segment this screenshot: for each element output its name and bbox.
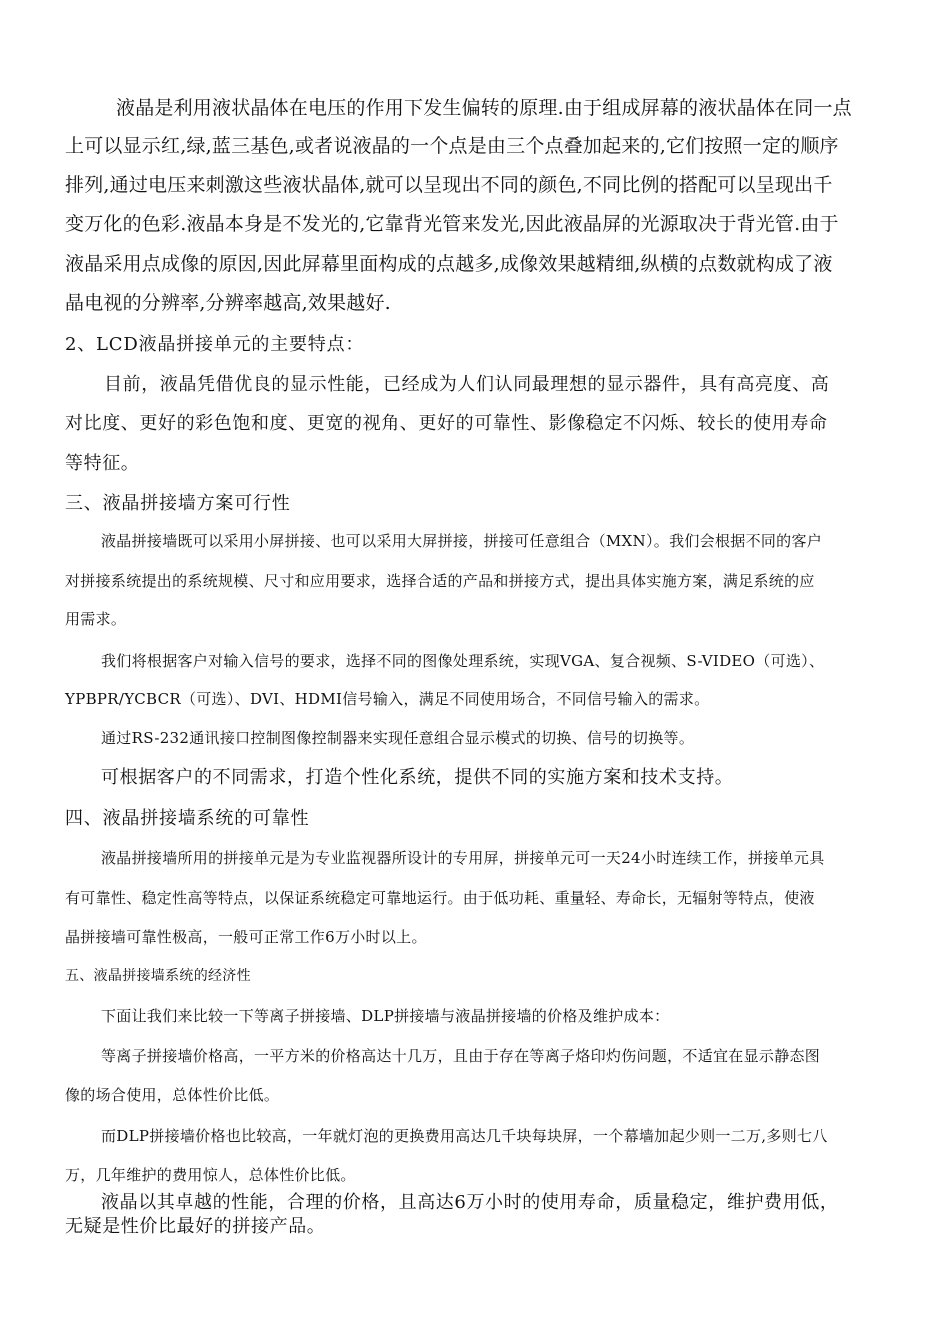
section-5-plasma-line-1: 等离子拼接墙价格高，一平方米的价格高达十几万，且由于存在等离子烙印灼伤问题，不适宜在显示静态图 xyxy=(101,1047,821,1065)
principle-line-1: 液晶是利用液状晶体在电压的作用下发生偏转的原理.由于组成屏幕的液状晶体在同一点 xyxy=(116,97,852,119)
section-5-heading: 五、液晶拼接墙系统的经济性 xyxy=(65,968,251,984)
section-3-p3: 通过RS-232通讯接口控制图像控制器来实现任意组合显示模式的切换、信号的切换等。 xyxy=(101,729,695,747)
section-3-p1-line-3: 用需求。 xyxy=(65,610,127,628)
section-4-heading: 四、液晶拼接墙系统的可靠性 xyxy=(65,808,310,829)
section-3-p1-line-2: 对拼接系统提出的系统规模、尺寸和应用要求，选择合适的产品和拼接方式，提出具体实施方案，满足系统的应 xyxy=(65,572,815,590)
principle-line-6: 晶电视的分辨率,分辨率越高,效果越好. xyxy=(65,292,391,314)
section-4-line-1: 液晶拼接墙所用的拼接单元是为专业监视器所设计的专用屏，拼接单元可一天24小时连续工作，拼接单元具 xyxy=(101,849,825,867)
section-2-line-3: 等特征。 xyxy=(65,453,140,474)
conclusion-line-2: 无疑是性价比最好的拼接产品。 xyxy=(65,1216,326,1237)
section-5-dlp-line-1: 而DLP拼接墙价格也比较高，一年就灯泡的更换费用高达几千块每块屏，一个幕墙加起少则一二万,多则七八 xyxy=(101,1127,828,1145)
section-4-line-2: 有可靠性、稳定性高等特点，以保证系统稳定可靠地运行。由于低功耗、重量轻、寿命长，无辐射等特点，使液 xyxy=(65,889,815,907)
principle-line-5: 液晶采用点成像的原因,因此屏幕里面构成的点越多,成像效果越精细,纵横的点数就构成了液 xyxy=(65,253,833,275)
principle-line-4: 变万化的色彩.液晶本身是不发光的,它靠背光管来发光,因此液晶屏的光源取决于背光管.由于 xyxy=(65,213,839,235)
section-3-p4: 可根据客户的不同需求，打造个性化系统，提供不同的实施方案和技术支持。 xyxy=(101,767,734,788)
principle-line-2: 上可以显示红,绿,蓝三基色,或者说液晶的一个点是由三个点叠加起来的,它们按照一定的顺序 xyxy=(65,135,839,157)
section-3-heading: 三、液晶拼接墙方案可行性 xyxy=(65,493,291,514)
section-2-line-1: 目前，液晶凭借优良的显示性能，已经成为人们认同最理想的显示器件，具有高亮度、高 xyxy=(104,374,830,395)
section-2-heading: 2、LCD液晶拼接单元的主要特点： xyxy=(65,334,365,355)
section-3-p2-line-2: YPBPR/YCBCR（可选）、DVI、HDMI信号输入，满足不同使用场合，不同信号输入的需求。 xyxy=(65,690,710,708)
section-5-dlp-line-2: 万，几年维护的费用惊人，总体性价比低。 xyxy=(65,1166,356,1184)
principle-line-3: 排列,通过电压来刺激这些液状晶体,就可以呈现出不同的颜色,不同比例的搭配可以呈现出千 xyxy=(65,174,833,196)
section-2-line-2: 对比度、更好的彩色饱和度、更宽的视角、更好的可靠性、影像稳定不闪烁、较长的使用寿命 xyxy=(65,413,828,434)
section-4-line-3: 晶拼接墙可靠性极高，一般可正常工作6万小时以上。 xyxy=(65,928,427,946)
section-5-intro: 下面让我们来比较一下等离子拼接墙、DLP拼接墙与液晶拼接墙的价格及维护成本： xyxy=(101,1007,670,1025)
section-3-p1-line-1: 液晶拼接墙既可以采用小屏拼接、也可以采用大屏拼接，拼接可任意组合（MXN）。我们会根据不同的客户 xyxy=(101,532,823,550)
conclusion-line-1: 液晶以其卓越的性能，合理的价格，且高达6万小时的使用寿命，质量稳定，维护费用低， xyxy=(101,1192,839,1213)
section-5-plasma-line-2: 像的场合使用，总体性价比低。 xyxy=(65,1086,280,1104)
section-3-p2-line-1: 我们将根据客户对输入信号的要求，选择不同的图像处理系统，实现VGA、复合视频、S-VIDEO（可选）、 xyxy=(101,652,825,670)
